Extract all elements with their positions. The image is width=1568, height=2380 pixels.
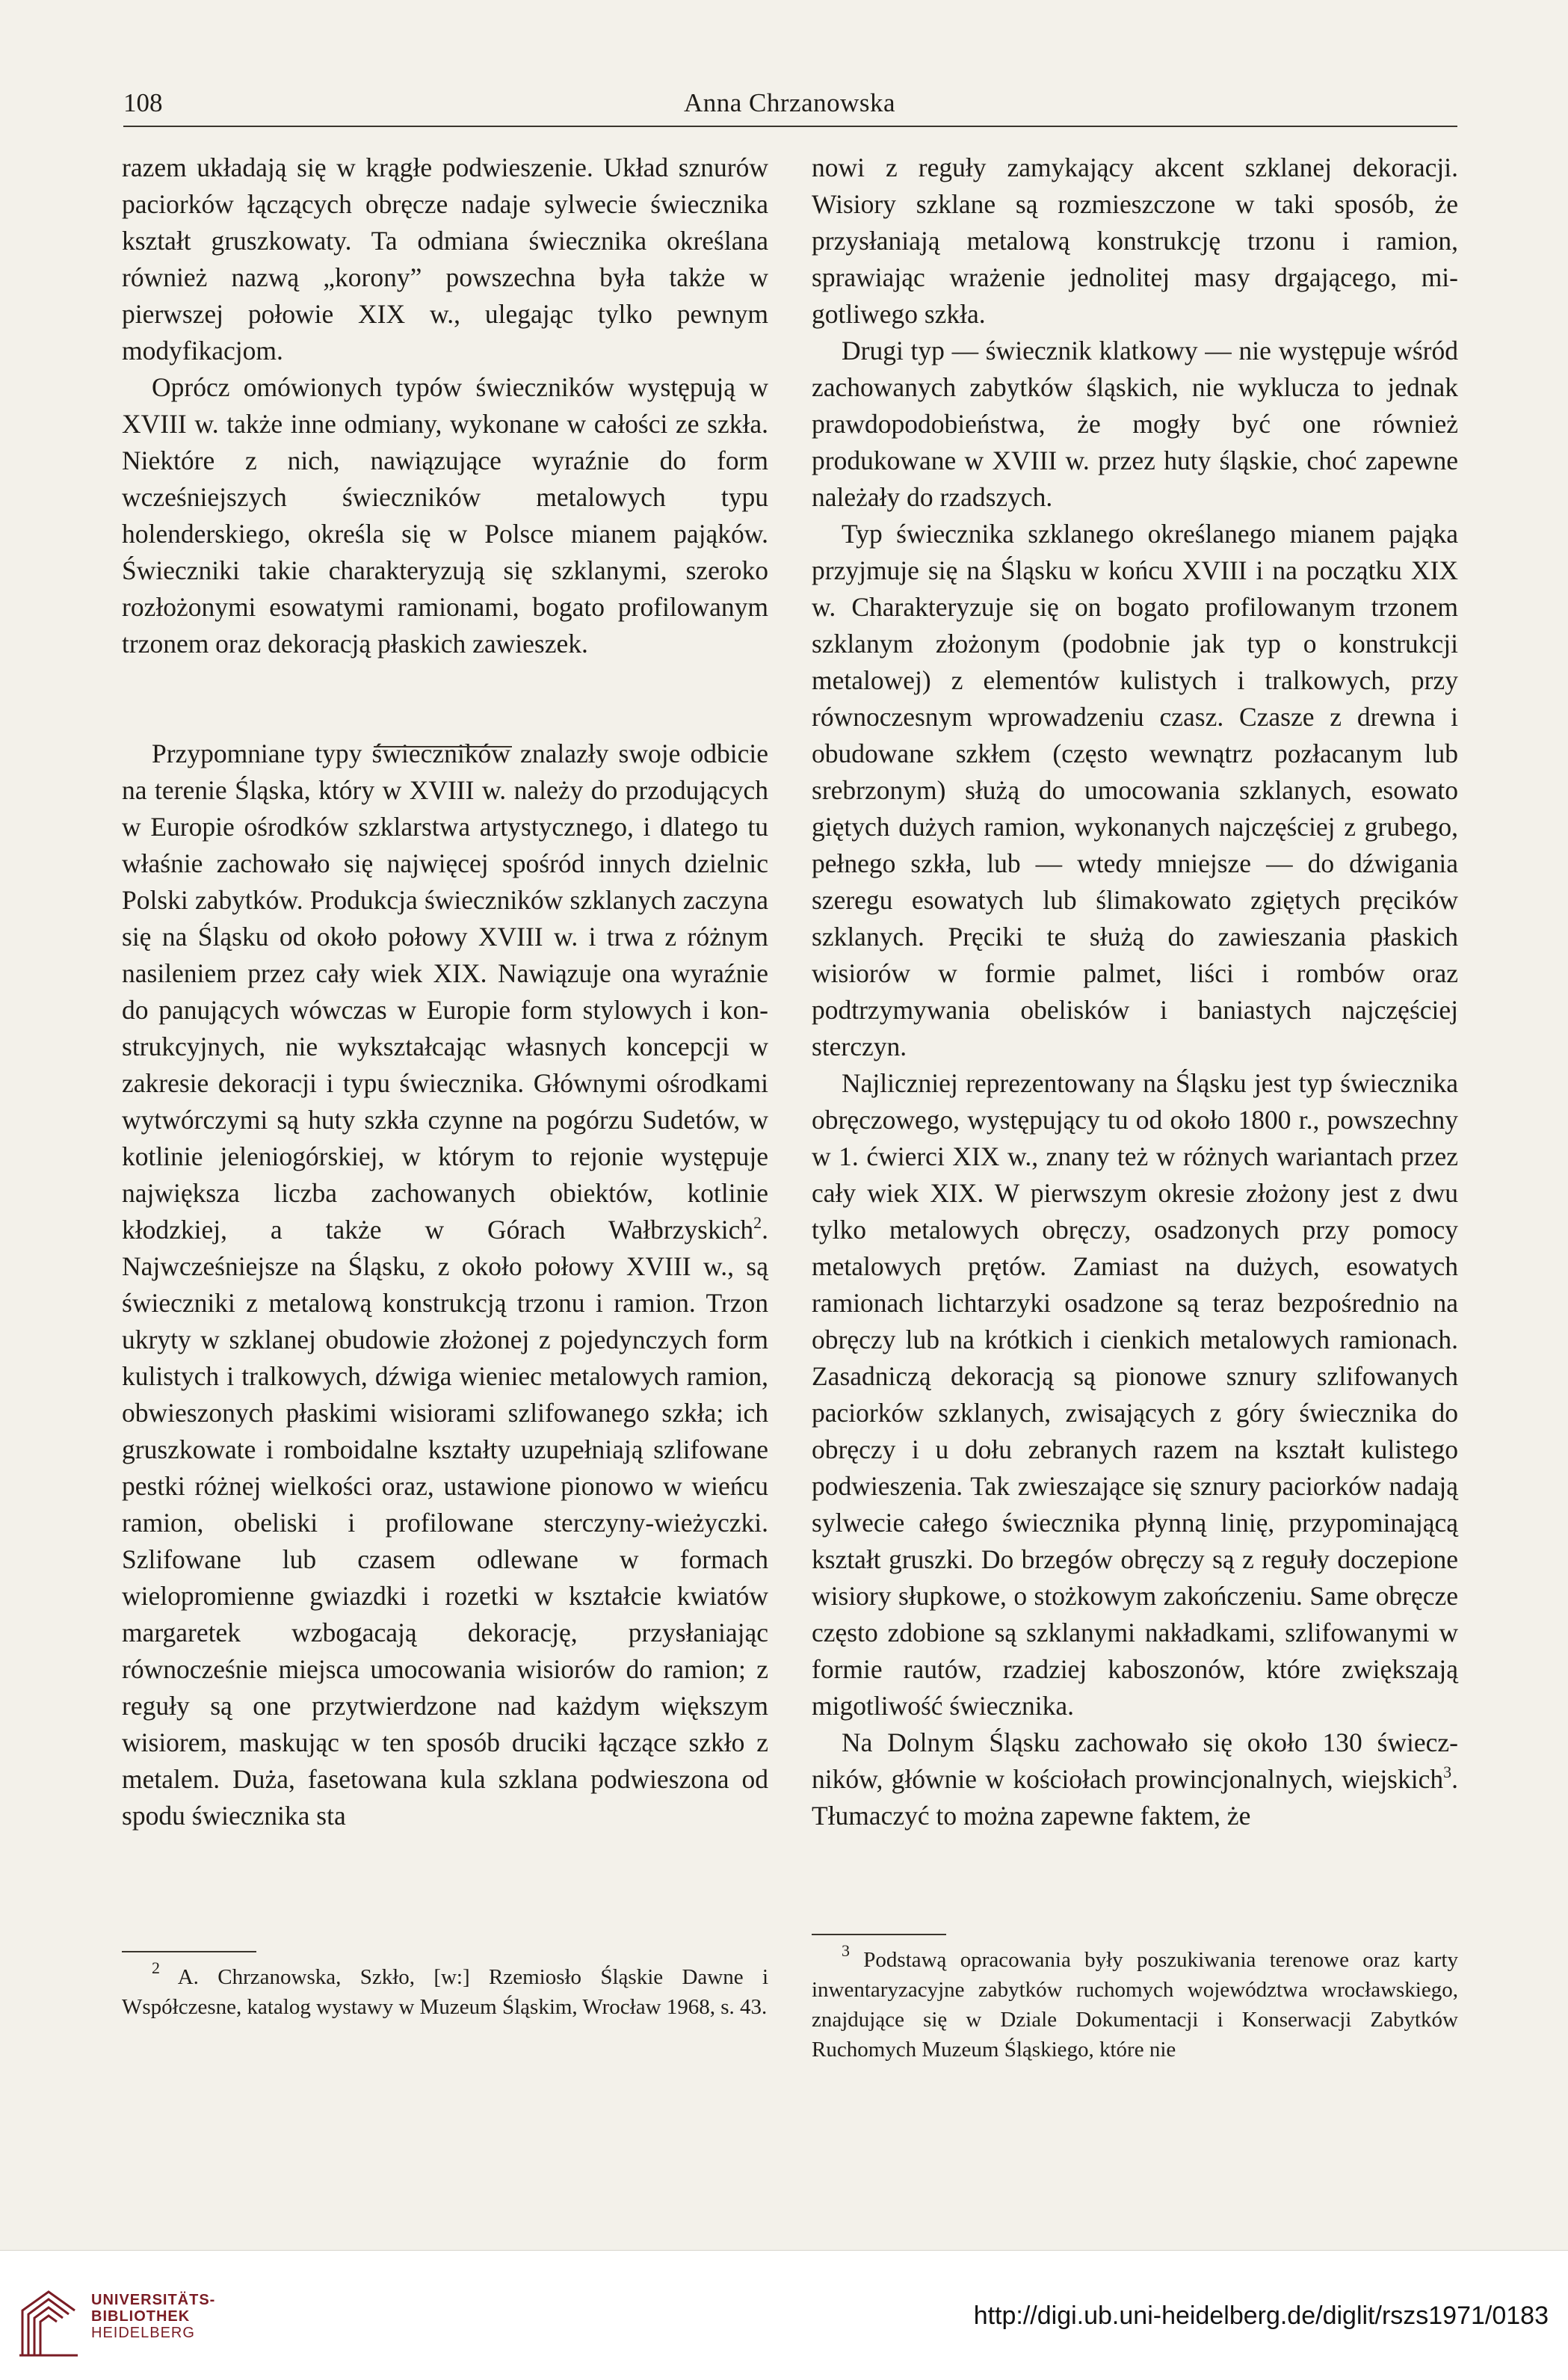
footnote-rule <box>122 1951 256 1952</box>
footnote-ref: 2 <box>753 1213 762 1232</box>
footnote-mark: 2 <box>152 1958 160 1977</box>
paragraph: Przypomniane typy świeczników znalazły swoje odbicie na terenie Śląska, który w XVIII w. należy do przodujących w Europie ośrodków szklarstwa artystycznego, i dlatego tu właśnie zachowało się najwięcej spośród innych dzielnic Polski zabytków. Produkcja świeczników szklanych zaczyna się na Śląsku od około połowy XVIII w. i trwa z różnym nasileniem przez cały wiek XIX. Nawiązuje ona wyraźnie do panujących wówczas w Europie form stylowych i konstrukcyjnych, nie wykształcając własnych koncepcji w zakresie dekoracji i typu świecznika. Głównymi ośrodkami wytwórczymi są huty szkła czynne na pogórzu Sudetów, w kotlinie jeleniogórskiej, w którym to rejonie występuje największa liczba zachowanych obiektów, kotlinie kłodzkiej, a także w Górach Wałbrzyskich$^2$. Najwcześniejsze na Śląsku, z około połowy XVIII w., są świeczniki z metalową konstrukcją trzonu i ramion. Trzon ukryty w szklanej obudowie złożonej z pojedynczych form kulistych i tralkowych, dźwiga wieniec metalowych ramion, obwieszonych płaskimi wisiorami szlifowanego szkła; ich gruszkowate i romboidalne kształty uzupełniają szlifowane pestki różnej wielkości oraz, ustawione pionowo w wieńcu ramion, obeliski i profilowane sterczyny-wieżyczki. Szlifowane lub czasem odlewane w formach wielopromienne gwiazdki i rozetki w kształcie kwiatów margaretek wzbogacają dekorację, przysłaniając równocześnie miejsca umocowania wisiorów do ramion; z reguły są one przytwierdzone nad każdym większym wisiorem, maskując w ten sposób druciki łączące szkło z metalem. Duża, fasetowana kula szklana podwieszona od spodu świecznika sta <box>122 739 768 1831</box>
paragraph: Typ świecznika szklanego określanego mianem pająka przyjmuje się na Śląsku w końcu XVIII i na początku XIX w. Charakteryzuje się on bogato profilowanym trzonem szklanym złożonym (podobnie jak typ o konstrukcji metalowej) z elementów kulistych i tralkowych, przy równoczesnym wprowadzeniu czasz. Czasze z drewna i obudowane szkłem (często wewnątrz pozłacanym lub srebrzonym) służą do umocowania szklanych, esowato giętych dużych ramion, wykonanych najczęściej z grubego, pełnego szkła, lub — wtedy mniejsze — do dźwigania szeregu esowatych lub ślimakowato zgiętych pręcików szklanych. Pręciki te służą do zawieszania płaskich wisiorów w formie palmet, liści i rombów oraz podtrzymywania obelisków i baniastych najczęściej sterczyn. <box>812 519 1458 1061</box>
paragraph: Oprócz omówionych typów świeczników występują w XVIII w. także inne odmiany, wykonane w całości ze szkła. Niektóre z nich, nawiązujące wyraźnie do form wcześniejszych świeczników metalowych typu holenderskiego, określa się w Polsce mianem pająków. Świeczniki takie charakteryzują się szklanymi, szeroko rozłożonymi esowatymi ramionami, bogato profilowanym trzonem oraz dekoracją płaskich zawieszek. <box>122 372 768 659</box>
footnote-ref: 3 <box>1443 1763 1452 1781</box>
footnote-rule <box>812 1934 946 1935</box>
paragraph: razem układają się w krągłe podwieszenie. Układ sznurów paciorków łączących obręcze nadaje sylwecie świecznika kształt gruszkowaty. Ta odmiana świecznika określana również nazwą „korony” powszechna była także w pierwszej połowie XIX w., ulegając tylko pewnym modyfikacjom. <box>122 152 768 366</box>
section-divider <box>374 746 512 747</box>
paragraph: Na Dolnym Śląsku zachowało się około 130 świeczników, głównie w kościołach prowincjonalnych, wiejskich$^3$. Tłumaczyć to można zapewne faktem, że <box>812 1727 1458 1831</box>
page-header <box>123 81 1457 127</box>
left-column <box>122 149 768 1834</box>
paragraph: nowi z reguły zamykający akcent szklanej dekoracji. Wisiory szklane są rozmieszczone w taki sposób, że przysłaniają metalową konstrukcję trzonu i ramion, sprawiając wrażenie jednolitej masy drgającego, migotliwego szkła. <box>812 152 1458 329</box>
paragraph: Najliczniej reprezentowany na Śląsku jest typ świecznika obręczowego, występujący tu od około 1800 r., powszechny w 1. ćwierci XIX w., znany też w różnych wariantach przez cały wiek XIX. W pierwszym okresie złożony jest z dwu tylko metalowych obręczy, osadzonych przy pomocy metalowych prętów. Zamiast na dużych, esowatych ramionach lichtarzyki osadzone są teraz bezpośrednio na obręczy lub na krótkich i cienkich metalowych ramionach. Zasadniczą dekoracją są pionowe sznury szlifowanych paciorków szklanych, zwisających z góry świecznika do obręczy i u dołu zebranych razem na kształt kulistego podwieszenia. Tak zwieszające się sznury paciorków nadają sylwecie całego świecznika płynną linię, przypominającą kształt gruszki. Do brzegów obręczy są z reguły doczepione wisiory słupkowe, o stożkowym zakończeniu. Same obręcze często zdobione są szklanymi nakładkami, szlifowanymi w formie rautów, rzadziej kaboszonów, które zwiększają migotliwość świecznika. <box>812 1068 1458 1721</box>
source-url-link[interactable]: http://digi.ub.uni-heidelberg.de/diglit/rszs1971/0183 <box>973 2302 1549 2330</box>
library-name: UNIVERSITÄTS- BIBLIOTHEK HEIDELBERG <box>91 2292 216 2341</box>
page-number: 108 <box>123 88 163 117</box>
footnote-3: $^3$ Podstawą opracowania były poszukiwania terenowe oraz karty inwentaryzacyjne zabytków ruchomych województwa wrocławskiego, znajdujące się w Dziale Dokumentacji i Konserwacji Zabytków Ruchomych Muzeum Śląskiego, które nie <box>812 1941 1458 2062</box>
section-gap <box>122 662 768 736</box>
footnote-mark: 3 <box>842 1941 850 1960</box>
running-head: Anna Chrzanowska <box>684 88 896 117</box>
paragraph: Drugi typ — świecznik klatkowy — nie występuje wśród zachowanych zabytków śląskich, nie wyklucza to jednak prawdopodobieństwa, że mogły być one również produkowane w XVIII w. przez huty śląskie, choć zapewne należały do rzadszych. <box>812 336 1458 512</box>
footnote-2: $^2$ A. Chrzanowska, Szkło, [w:] Rzemiosło Śląskie Dawne i Współczesne, katalog wystawy w Muzeum Śląskim, Wrocław 1968, s. 43. <box>122 1958 768 2019</box>
digitization-footer <box>0 2250 1568 2380</box>
university-library-logo-icon <box>15 2284 82 2359</box>
right-column <box>812 149 1458 1834</box>
